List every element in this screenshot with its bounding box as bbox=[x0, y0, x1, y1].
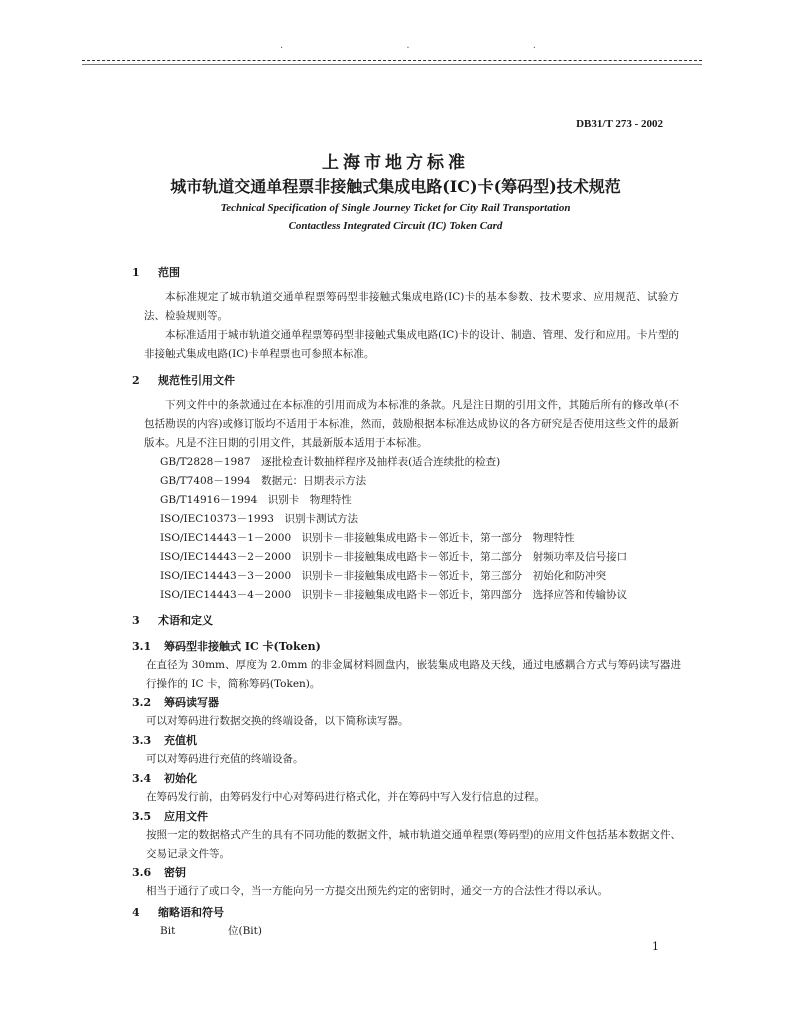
term-title: 充值机 bbox=[164, 734, 197, 747]
reference-item: GB/T14916－1994 识别卡 物理特性 bbox=[160, 494, 352, 506]
reference-item: GB/T2828－1987 逐批检查计数抽样程序及抽样表(适合连续批的检查) bbox=[160, 456, 501, 468]
term-3-3-heading bbox=[132, 732, 197, 748]
section-title: 术语和定义 bbox=[158, 614, 213, 627]
section-number: 4 bbox=[132, 906, 140, 919]
section-1-heading bbox=[132, 264, 180, 280]
title-line1: 上海市地方标准 bbox=[322, 153, 469, 173]
header-rule bbox=[82, 60, 702, 61]
section-2-para1: 下列文件中的条款通过在本标准的引用而成为本标准的条款。凡是注日期的引用文件，其随后所有的修改单(不包括勘误的内容)或修订版均不适用于本标准，然而，鼓励根据本标准达成协议的各方研究是否使用这些文件的最新版本。凡是不注日期的引用文件，其最新版本适用于本标准。 bbox=[144, 399, 679, 449]
reference-item: ISO/IEC14443－2－2000 识别卡－非接触集成电路卡－邻近卡，第二部分 射频功率及信号接口 bbox=[160, 551, 628, 563]
reference-item: ISO/IEC14443－4－2000 识别卡－非接触集成电路卡－邻近卡，第四部分 选择应答和传输协议 bbox=[160, 589, 628, 601]
section-title: 缩略语和符号 bbox=[158, 906, 224, 919]
term-3-4-heading bbox=[132, 770, 197, 786]
term-3-4-text: 在筹码发行前，由筹码发行中心对筹码进行格式化，并在筹码中写入发行信息的过程。 bbox=[146, 791, 545, 803]
term-title: 筹码型非接触式 IC 卡(Token) bbox=[164, 640, 321, 653]
scan-dots: . . . bbox=[280, 40, 596, 51]
page-number: 1 bbox=[652, 940, 659, 953]
section-title: 范围 bbox=[158, 266, 180, 279]
section-1-para1: 本标准规定了城市轨道交通单程票筹码型非接触式集成电路(IC)卡的基本参数、技术要求、应用规范、试验方法、检验规则等。 bbox=[144, 291, 679, 322]
term-title: 初始化 bbox=[164, 772, 197, 785]
term-title: 密钥 bbox=[164, 866, 186, 879]
section-number: 1 bbox=[132, 266, 140, 279]
section-number: 3 bbox=[132, 614, 140, 627]
section-2-heading bbox=[132, 372, 235, 388]
standard-code: DB31/T 273 - 2002 bbox=[576, 118, 663, 130]
reference-item: ISO/IEC14443－3－2000 识别卡－非接触集成电路卡－邻近卡，第三部分 初始化和防冲突 bbox=[160, 570, 607, 582]
abbreviation-term: Bit bbox=[160, 925, 176, 937]
title-en-line2: Contactless Integrated Circuit (IC) Token Card bbox=[288, 220, 503, 232]
section-title: 规范性引用文件 bbox=[158, 374, 235, 387]
section-1-para2: 本标准适用于城市轨道交通单程票筹码型非接触式集成电路(IC)卡的设计、制造、管理、发行和应用。卡片型的非接触式集成电路(IC)卡单程票也可参照本标准。 bbox=[144, 329, 679, 360]
section-4-heading bbox=[132, 904, 224, 920]
term-3-6-text: 相当于通行了或口令，当一方能向另一方提交出预先约定的密钥时，通交一方的合法性才得以承认。 bbox=[146, 885, 608, 897]
term-number: 3.5 bbox=[132, 810, 152, 823]
section-number: 2 bbox=[132, 374, 140, 387]
term-3-5-text: 按照一定的数据格式产生的具有不同功能的数据文件，城市轨道交通单程票(筹码型)的应用文件包括基本数据文件、交易记录文件等。 bbox=[146, 829, 681, 860]
term-number: 3.3 bbox=[132, 734, 152, 747]
term-number: 3.4 bbox=[132, 772, 152, 785]
term-number: 3.6 bbox=[132, 866, 152, 879]
term-title: 应用文件 bbox=[164, 810, 208, 823]
term-3-1-text: 在直径为 30mm、厚度为 2.0mm 的非金属材料圆盘内，嵌装集成电路及天线，通过电感耦合方式与筹码读写器进行操作的 IC 卡，简称筹码(Token)。 bbox=[146, 659, 681, 690]
reference-item: GB/T7408－1994 数据元：日期表示方法 bbox=[160, 475, 367, 487]
term-3-1-heading bbox=[132, 638, 321, 654]
title-line2: 城市轨道交通单程票非接触式集成电路(IC)卡(筹码型)技术规范 bbox=[170, 177, 621, 196]
term-3-6-heading bbox=[132, 864, 186, 880]
term-3-3-text: 可以对筹码进行充值的终端设备。 bbox=[146, 753, 304, 765]
term-title: 筹码读写器 bbox=[164, 696, 219, 709]
reference-item: ISO/IEC10373－1993 识别卡测试方法 bbox=[160, 513, 358, 525]
section-3-heading bbox=[132, 612, 213, 628]
term-3-5-heading bbox=[132, 808, 208, 824]
term-3-2-heading bbox=[132, 694, 219, 710]
term-number: 3.1 bbox=[132, 640, 152, 653]
term-number: 3.2 bbox=[132, 696, 152, 709]
reference-item: ISO/IEC14443－1－2000 识别卡－非接触集成电路卡－邻近卡，第一部分 物理特性 bbox=[160, 532, 575, 544]
abbreviation-description: 位(Bit) bbox=[228, 925, 262, 937]
term-3-2-text: 可以对筹码进行数据交换的终端设备，以下简称读写器。 bbox=[146, 715, 409, 727]
header-rule-secondary bbox=[82, 64, 702, 65]
title-en-line1: Technical Specification of Single Journey Ticket for City Rail Transportation bbox=[220, 202, 571, 214]
